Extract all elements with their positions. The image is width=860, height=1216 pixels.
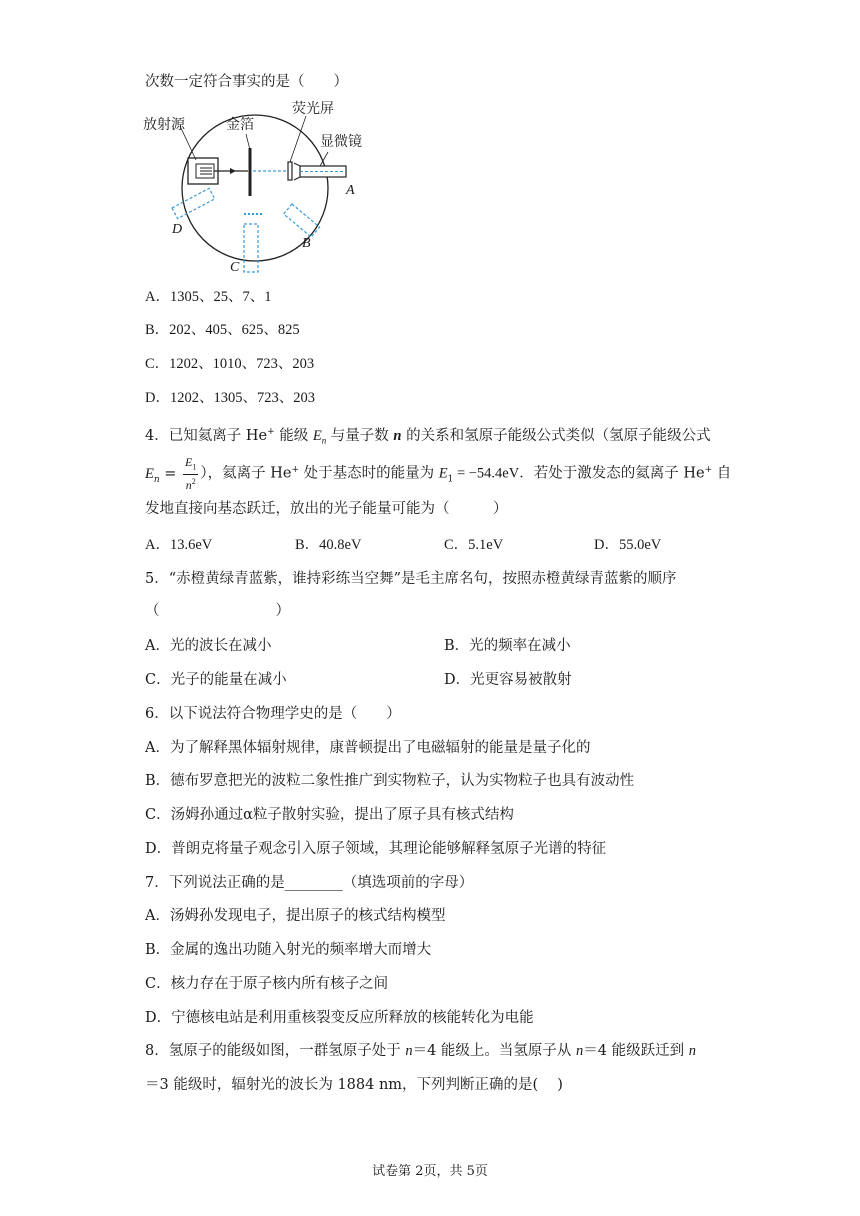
q5-option-a: A．光的波长在减小	[145, 638, 272, 654]
q7-option-b: B．金属的逸出功随入射光的频率增大而增大	[145, 942, 432, 958]
q7-stem: 7．下列说法正确的是________（填选项前的字母）	[145, 875, 474, 891]
label-position-b: B	[302, 236, 311, 251]
q5-stem-line2: （ ）	[145, 603, 290, 619]
q7-option-d: D．宁德核电站是利用重核裂变反应所释放的核能转化为电能	[145, 1010, 534, 1026]
q6-option-d: D．普朗克将量子观念引入原子领域，其理论能够解释氢原子光谱的特征	[145, 841, 607, 857]
q6-stem: 6．以下说法符合物理学史的是（ ）	[145, 706, 401, 722]
q3-option-b: B．202、405、625、825	[145, 322, 300, 338]
q4-option-b: B．40.8eV	[295, 537, 362, 553]
q4-option-c: C．5.1eV	[444, 537, 504, 553]
q5-option-b: B．光的频率在减小	[444, 638, 571, 654]
q4-option-a: A．13.6eV	[145, 537, 213, 553]
q5-stem-line1: 5．“赤橙黄绿青蓝紫，谁持彩练当空舞”是毛主席名句，按照赤橙黄绿青蓝紫的顺序	[145, 571, 677, 587]
position-b-dashed	[284, 204, 320, 237]
label-fluorescent-screen: 荧光屏	[292, 101, 334, 117]
q6-option-c: C．汤姆孙通过α粒子散射实验，提出了原子具有核式结构	[145, 807, 514, 823]
q3-stem: 次数一定符合事实的是（ ）	[145, 74, 348, 90]
label-microscope: 显微镜	[320, 134, 362, 150]
position-c-dashed	[244, 224, 258, 272]
q4-stem-line2: $E_n$ = $\frac{E_1}{n^2}$ ），氦离子 He+ 处于基态时的能量为 $E_1 = -54.4eV$．若处于激发态的氦离子 He+ 自	[145, 455, 732, 493]
q4-option-d: D．55.0eV	[594, 537, 662, 553]
label-position-c: C	[230, 260, 240, 275]
q6-option-a: A．为了解释黑体辐射规律，康普顿提出了电磁辐射的能量是量子化的	[145, 740, 591, 756]
fluorescent-screen	[288, 162, 292, 180]
page-footer: 试卷第 2页，共 5页	[372, 1164, 488, 1179]
q3-option-d: D．1202、1305、723、203	[145, 390, 315, 406]
q6-option-b: B．德布罗意把光的波粒二象性推广到实物粒子，认为实物粒子也具有波动性	[145, 773, 635, 789]
q8-stem-line1: 8．氢原子的能级如图，一群氢原子处于 n＝4 能级上。当氢原子从 n＝4 能级跃迁到 n	[145, 1043, 696, 1059]
label-radiation-source: 放射源	[143, 117, 185, 133]
position-d-dashed	[172, 188, 215, 218]
q5-option-d: D．光更容易被散射	[444, 672, 572, 688]
q3-option-c: C．1202、1010、723、203	[145, 356, 315, 372]
q7-option-c: C．核力存在于原子核内所有核子之间	[145, 976, 389, 992]
q4-stem-line3: 发地直接向基态跃迁，放出的光子能量可能为（ ）	[145, 501, 508, 517]
label-position-d: D	[172, 222, 183, 237]
q7-option-a: A．汤姆孙发现电子，提出原子的核式结构模型	[145, 908, 446, 924]
q8-stem-line2: ＝3 能级时，辐射光的波长为 1884 nm，下列判断正确的是( )	[145, 1077, 563, 1093]
label-position-a: A	[346, 183, 355, 198]
energy-level-formula: $E_n$ = $\frac{E_1}{n^2}$	[145, 455, 197, 493]
radiation-source	[188, 158, 218, 184]
q5-option-c: C．光子的能量在减小	[145, 672, 287, 688]
q3-option-a: A．1305、25、7、1	[145, 289, 272, 305]
label-gold-foil: 金箔	[226, 117, 254, 133]
q4-stem-line1: 4．已知氦离子 He+ 能级 $E_n$ 与量子数 n 的关系和氢原子能级公式类似（氢原子能级公式	[145, 427, 711, 446]
